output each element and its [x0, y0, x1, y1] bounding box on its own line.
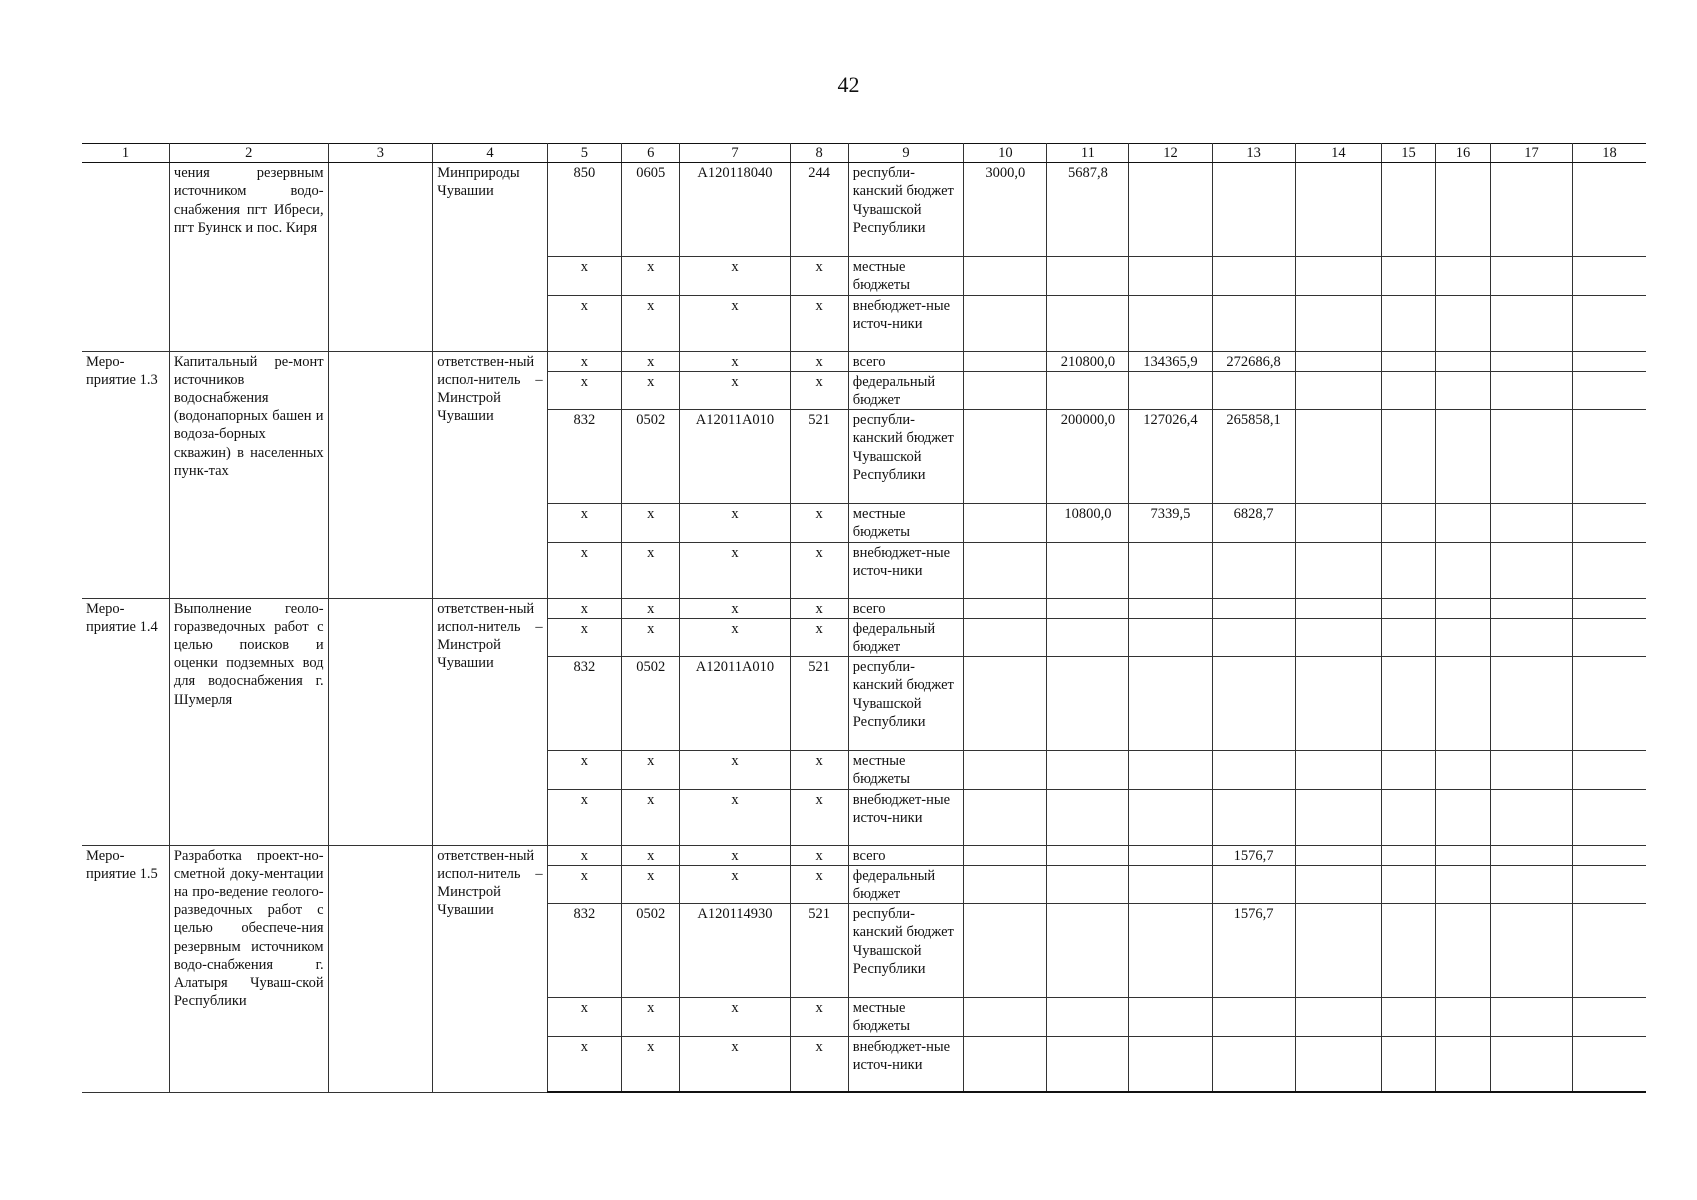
source-cell: внебюджет-ные источ-ники [848, 789, 963, 845]
x-cell: x [680, 618, 790, 656]
x-cell: x [622, 504, 680, 542]
code-cell: 0502 [622, 904, 680, 998]
x-cell: x [790, 865, 848, 903]
header-cell: 13 [1212, 144, 1295, 163]
source-cell: федеральный бюджет [848, 618, 963, 656]
header-cell: 4 [433, 144, 547, 163]
x-cell: x [547, 998, 621, 1036]
event-label-cell: Меро-приятие 1.5 [82, 845, 169, 1092]
x-cell: x [622, 295, 680, 351]
code-cell: 832 [547, 657, 621, 751]
code-cell: 850 [547, 163, 621, 257]
x-cell: x [547, 504, 621, 542]
executor-cell: ответствен-ный испол-нитель – Минстрой Чувашии [433, 845, 547, 1092]
header-cell: 14 [1295, 144, 1381, 163]
x-cell: x [622, 865, 680, 903]
x-cell: x [680, 542, 790, 598]
empty-cell [328, 351, 433, 598]
x-cell: x [790, 598, 848, 618]
event-name-cell: Капитальный ре-монт источников водоснабжения (водонапорных башен и водоза-борных скважин) в населенных пунк-тах [169, 351, 328, 598]
code-cell: 0502 [622, 410, 680, 504]
x-cell: x [680, 845, 790, 865]
empty-cell [328, 845, 433, 1092]
code-cell: А12011А010 [680, 410, 790, 504]
x-cell: x [790, 542, 848, 598]
executor-cell: ответствен-ный испол-нитель – Минстрой Чувашии [433, 351, 547, 598]
x-cell: x [547, 295, 621, 351]
header-row [82, 144, 1646, 163]
x-cell: x [622, 998, 680, 1036]
code-cell: 244 [790, 163, 848, 257]
x-cell: x [790, 845, 848, 865]
source-cell: местные бюджеты [848, 751, 963, 789]
x-cell: x [547, 257, 621, 295]
code-cell: А12011А010 [680, 657, 790, 751]
empty-cell [328, 163, 433, 351]
x-cell: x [680, 998, 790, 1036]
x-cell: x [680, 295, 790, 351]
x-cell: x [622, 351, 680, 371]
x-cell: x [680, 865, 790, 903]
x-cell: x [790, 295, 848, 351]
header-cell: 6 [622, 144, 680, 163]
x-cell: x [622, 598, 680, 618]
table-row [82, 163, 1646, 257]
x-cell: x [547, 789, 621, 845]
source-cell: внебюджет-ные источ-ники [848, 295, 963, 351]
x-cell: x [790, 789, 848, 845]
x-cell: x [547, 598, 621, 618]
x-cell: x [680, 351, 790, 371]
x-cell: x [547, 751, 621, 789]
x-cell: x [680, 1036, 790, 1092]
code-cell: 521 [790, 410, 848, 504]
source-cell: всего [848, 845, 963, 865]
budget-table [82, 143, 1646, 1093]
source-cell: местные бюджеты [848, 998, 963, 1036]
value-cell: 127026,4 [1129, 410, 1212, 504]
header-cell: 17 [1490, 144, 1572, 163]
x-cell: x [680, 789, 790, 845]
event-label-cell: Меро-приятие 1.3 [82, 351, 169, 598]
table-row [82, 845, 1646, 865]
value-cell: 5687,8 [1047, 163, 1129, 257]
header-cell: 8 [790, 144, 848, 163]
executor-cell: Минприроды Чувашии [433, 163, 547, 351]
source-cell: республи-канский бюджет Чувашской Республики [848, 904, 963, 998]
value-cell: 7339,5 [1129, 504, 1212, 542]
x-cell: x [622, 1036, 680, 1092]
event-name-cell: чения резервным источником водо-снабжения пгт Ибреси, пгт Буинск и пос. Киря [169, 163, 328, 351]
source-cell: местные бюджеты [848, 257, 963, 295]
header-cell: 11 [1047, 144, 1129, 163]
source-cell: республи-канский бюджет Чувашской Республики [848, 410, 963, 504]
source-cell: всего [848, 598, 963, 618]
header-cell: 7 [680, 144, 790, 163]
x-cell: x [547, 351, 621, 371]
source-cell: внебюджет-ные источ-ники [848, 1036, 963, 1092]
code-cell: 521 [790, 904, 848, 998]
source-cell: внебюджет-ные источ-ники [848, 542, 963, 598]
x-cell: x [680, 504, 790, 542]
source-cell: республи-канский бюджет Чувашской Республики [848, 163, 963, 257]
value-cell: 1576,7 [1212, 845, 1295, 865]
x-cell: x [680, 751, 790, 789]
x-cell: x [622, 751, 680, 789]
source-cell: всего [848, 351, 963, 371]
code-cell: А120114930 [680, 904, 790, 998]
value-cell: 1576,7 [1212, 904, 1295, 998]
x-cell: x [790, 998, 848, 1036]
x-cell: x [547, 542, 621, 598]
event-name-cell: Выполнение геоло-горазведочных работ с целью поисков и оценки подземных вод для водоснабжения г. Шумерля [169, 598, 328, 845]
x-cell: x [622, 371, 680, 409]
x-cell: x [547, 865, 621, 903]
header-cell: 5 [547, 144, 621, 163]
source-cell: республи-канский бюджет Чувашской Республики [848, 657, 963, 751]
empty-cell [328, 598, 433, 845]
page-number: 42 [837, 72, 860, 97]
table-row [82, 598, 1646, 618]
x-cell: x [622, 257, 680, 295]
event-label-cell [82, 163, 169, 351]
code-cell: 832 [547, 904, 621, 998]
event-name-cell: Разработка проект-но-сметной доку-ментации на про-ведение геолого-разведочных работ с целью обеспече-ния резервным источником водо-снабжения г. Алатыря Чуваш-ской Республики [169, 845, 328, 1092]
code-cell: 0502 [622, 657, 680, 751]
code-cell: 0605 [622, 163, 680, 257]
x-cell: x [547, 618, 621, 656]
code-cell: 832 [547, 410, 621, 504]
header-cell: 18 [1573, 144, 1646, 163]
header-cell: 12 [1129, 144, 1212, 163]
x-cell: x [790, 618, 848, 656]
value-cell: 134365,9 [1129, 351, 1212, 371]
header-cell: 2 [169, 144, 328, 163]
source-cell: местные бюджеты [848, 504, 963, 542]
x-cell: x [622, 789, 680, 845]
value-cell: 10800,0 [1047, 504, 1129, 542]
value-cell: 200000,0 [1047, 410, 1129, 504]
x-cell: x [622, 845, 680, 865]
x-cell: x [547, 1036, 621, 1092]
x-cell: x [680, 257, 790, 295]
x-cell: x [622, 618, 680, 656]
x-cell: x [790, 257, 848, 295]
value-cell: 265858,1 [1212, 410, 1295, 504]
x-cell: x [547, 371, 621, 409]
x-cell: x [790, 1036, 848, 1092]
header-cell: 16 [1435, 144, 1490, 163]
code-cell: 521 [790, 657, 848, 751]
source-cell: федеральный бюджет [848, 865, 963, 903]
header-cell: 3 [328, 144, 433, 163]
table-row [82, 351, 1646, 371]
x-cell: x [790, 371, 848, 409]
x-cell: x [622, 542, 680, 598]
value-cell: 6828,7 [1212, 504, 1295, 542]
source-cell: федеральный бюджет [848, 371, 963, 409]
x-cell: x [680, 371, 790, 409]
event-label-cell: Меро-приятие 1.4 [82, 598, 169, 845]
x-cell: x [680, 598, 790, 618]
value-cell: 3000,0 [964, 163, 1047, 257]
value-cell: 210800,0 [1047, 351, 1129, 371]
code-cell: А120118040 [680, 163, 790, 257]
header-cell: 10 [964, 144, 1047, 163]
x-cell: x [547, 845, 621, 865]
value-cell: 272686,8 [1212, 351, 1295, 371]
header-cell: 9 [848, 144, 963, 163]
header-cell: 1 [82, 144, 169, 163]
executor-cell: ответствен-ный испол-нитель – Минстрой Чувашии [433, 598, 547, 845]
x-cell: x [790, 751, 848, 789]
x-cell: x [790, 351, 848, 371]
x-cell: x [790, 504, 848, 542]
header-cell: 15 [1381, 144, 1435, 163]
